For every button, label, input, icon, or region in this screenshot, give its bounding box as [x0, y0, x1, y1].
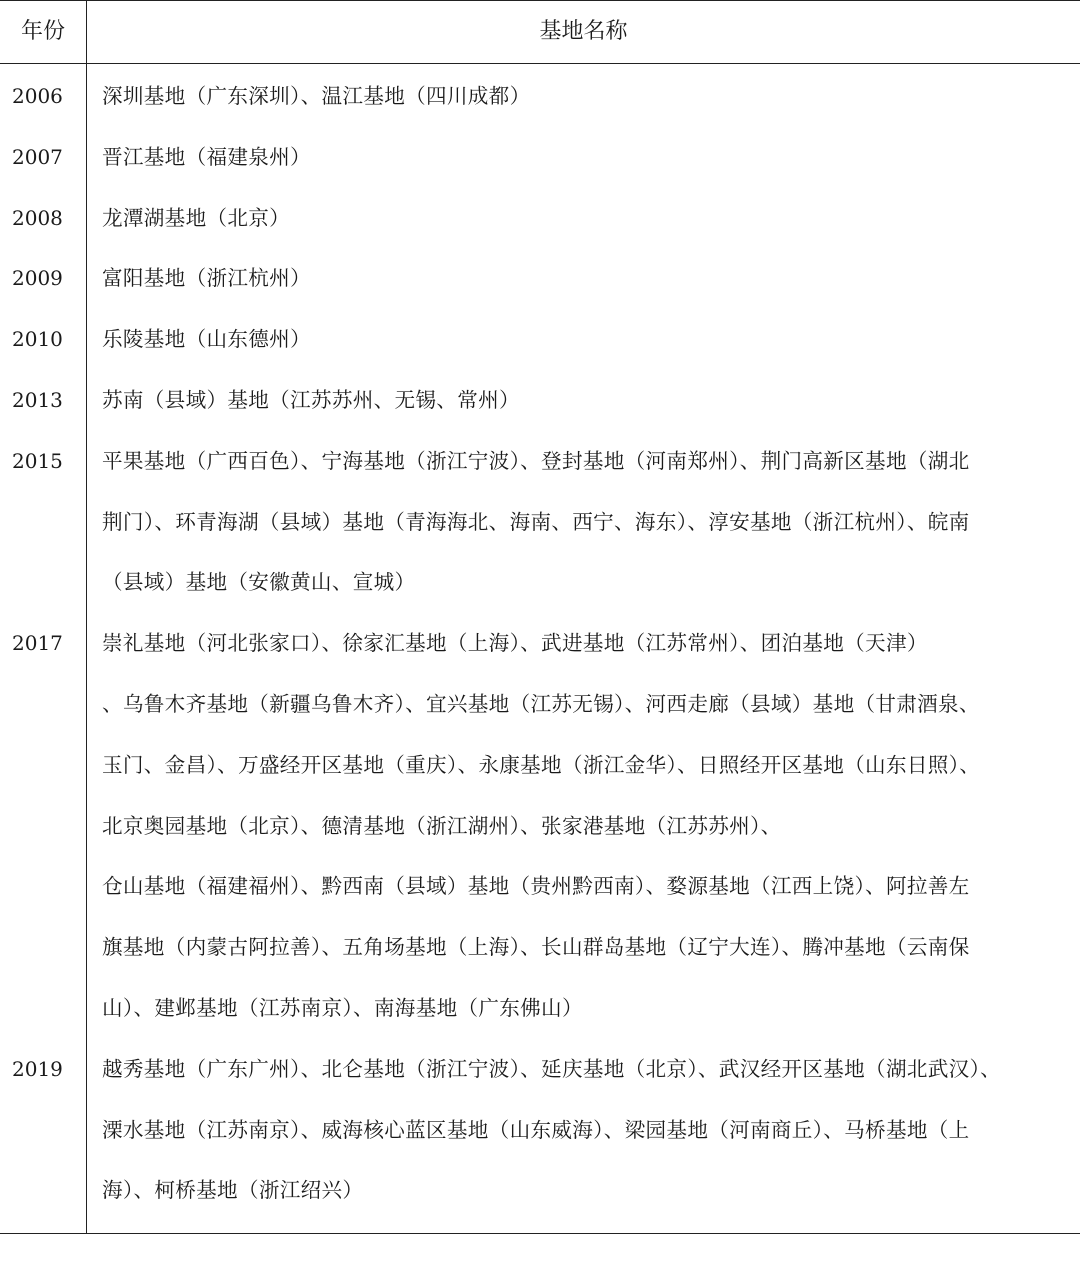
base-names-line: 越秀基地（广东广州）、北仑基地（浙江宁波）、延庆基地（北京）、武汉经开区基地（湖北武汉）、 [102, 1056, 1002, 1081]
base-names-line: 海）、柯桥基地（浙江绍兴） [102, 1178, 364, 1203]
base-names-line: 乐陵基地（山东德州） [102, 327, 311, 352]
base-names-line: 旗基地（内蒙古阿拉善）、五角场基地（上海）、长山群岛基地（辽宁大连）、腾冲基地（云南保 [102, 935, 970, 960]
row-base-names [0, 66, 1066, 127]
row-base-names [0, 188, 1066, 249]
row-base-names [0, 370, 1066, 431]
table-row [0, 309, 1080, 370]
base-names-line: 平果基地（广西百色）、宁海基地（浙江宁波）、登封基地（河南郑州）、荆门高新区基地（湖北 [102, 448, 970, 473]
row-base-names [0, 431, 1066, 613]
table-row [0, 431, 1080, 613]
base-names-line: 晋江基地（福建泉州） [102, 144, 311, 169]
row-year: 2010 [12, 327, 63, 352]
row-year: 2013 [12, 387, 63, 412]
row-year: 2008 [12, 205, 63, 230]
table-body [0, 64, 1080, 1233]
table-row [0, 248, 1080, 309]
base-names-line: 北京奥园基地（北京）、德清基地（浙江湖州）、张家港基地（江苏苏州）、 [102, 813, 782, 838]
base-names-line: 崇礼基地（河北张家口）、徐家汇基地（上海）、武进基地（江苏常州）、团泊基地（天津） [102, 631, 928, 656]
base-names-line: 仓山基地（福建福州）、黔西南（县域）基地（贵州黔西南）、婺源基地（江西上饶）、阿拉善左 [102, 874, 970, 899]
row-base-names [0, 127, 1066, 188]
row-base-names [0, 248, 1066, 309]
row-base-names [0, 1039, 1066, 1221]
base-names-line: 苏南（县域）基地（江苏苏州、无锡、常州） [102, 387, 520, 412]
row-year: 2015 [12, 448, 63, 473]
table-row [0, 188, 1080, 249]
row-year: 2017 [12, 631, 63, 656]
table-row [0, 370, 1080, 431]
base-names-line: 山）、建邺基地（江苏南京）、南海基地（广东佛山） [102, 995, 583, 1020]
row-base-names [0, 613, 1066, 1039]
row-year: 2006 [12, 84, 63, 108]
base-names-line: 富阳基地（浙江杭州） [102, 266, 311, 291]
table-row [0, 127, 1080, 188]
base-names-line: 、乌鲁木齐基地（新疆乌鲁木齐）、宜兴基地（江苏无锡）、河西走廊（县域）基地（甘肃酒泉、 [102, 691, 980, 716]
table-row [0, 613, 1080, 1039]
row-year: 2007 [12, 144, 63, 169]
base-names-line: 溧水基地（江苏南京）、威海核心蓝区基地（山东威海）、梁园基地（河南商丘）、马桥基地（上 [102, 1117, 970, 1142]
row-year: 2009 [12, 266, 63, 291]
base-names-line: （县域）基地（安徽黄山、宣城） [102, 570, 416, 595]
header-base-name: 基地名称 [539, 19, 628, 44]
base-names-line: 玉门、金昌）、万盛经开区基地（重庆）、永康基地（浙江金华）、日照经开区基地（山东日照）、 [102, 752, 981, 777]
table-row [0, 66, 1080, 127]
table-row [0, 1039, 1080, 1221]
row-base-names [0, 309, 1066, 370]
header-year: 年份 [20, 19, 65, 44]
base-names-line: 荆门）、环青海湖（县域）基地（青海海北、海南、西宁、海东）、淳安基地（浙江杭州）、皖南 [102, 509, 970, 534]
row-year: 2019 [12, 1056, 63, 1081]
base-names-line: 龙潭湖基地（北京） [102, 205, 291, 230]
table-header [0, 1, 1080, 64]
base-names-line: 深圳基地（广东深圳）、温江基地（四川成都） [102, 84, 531, 108]
